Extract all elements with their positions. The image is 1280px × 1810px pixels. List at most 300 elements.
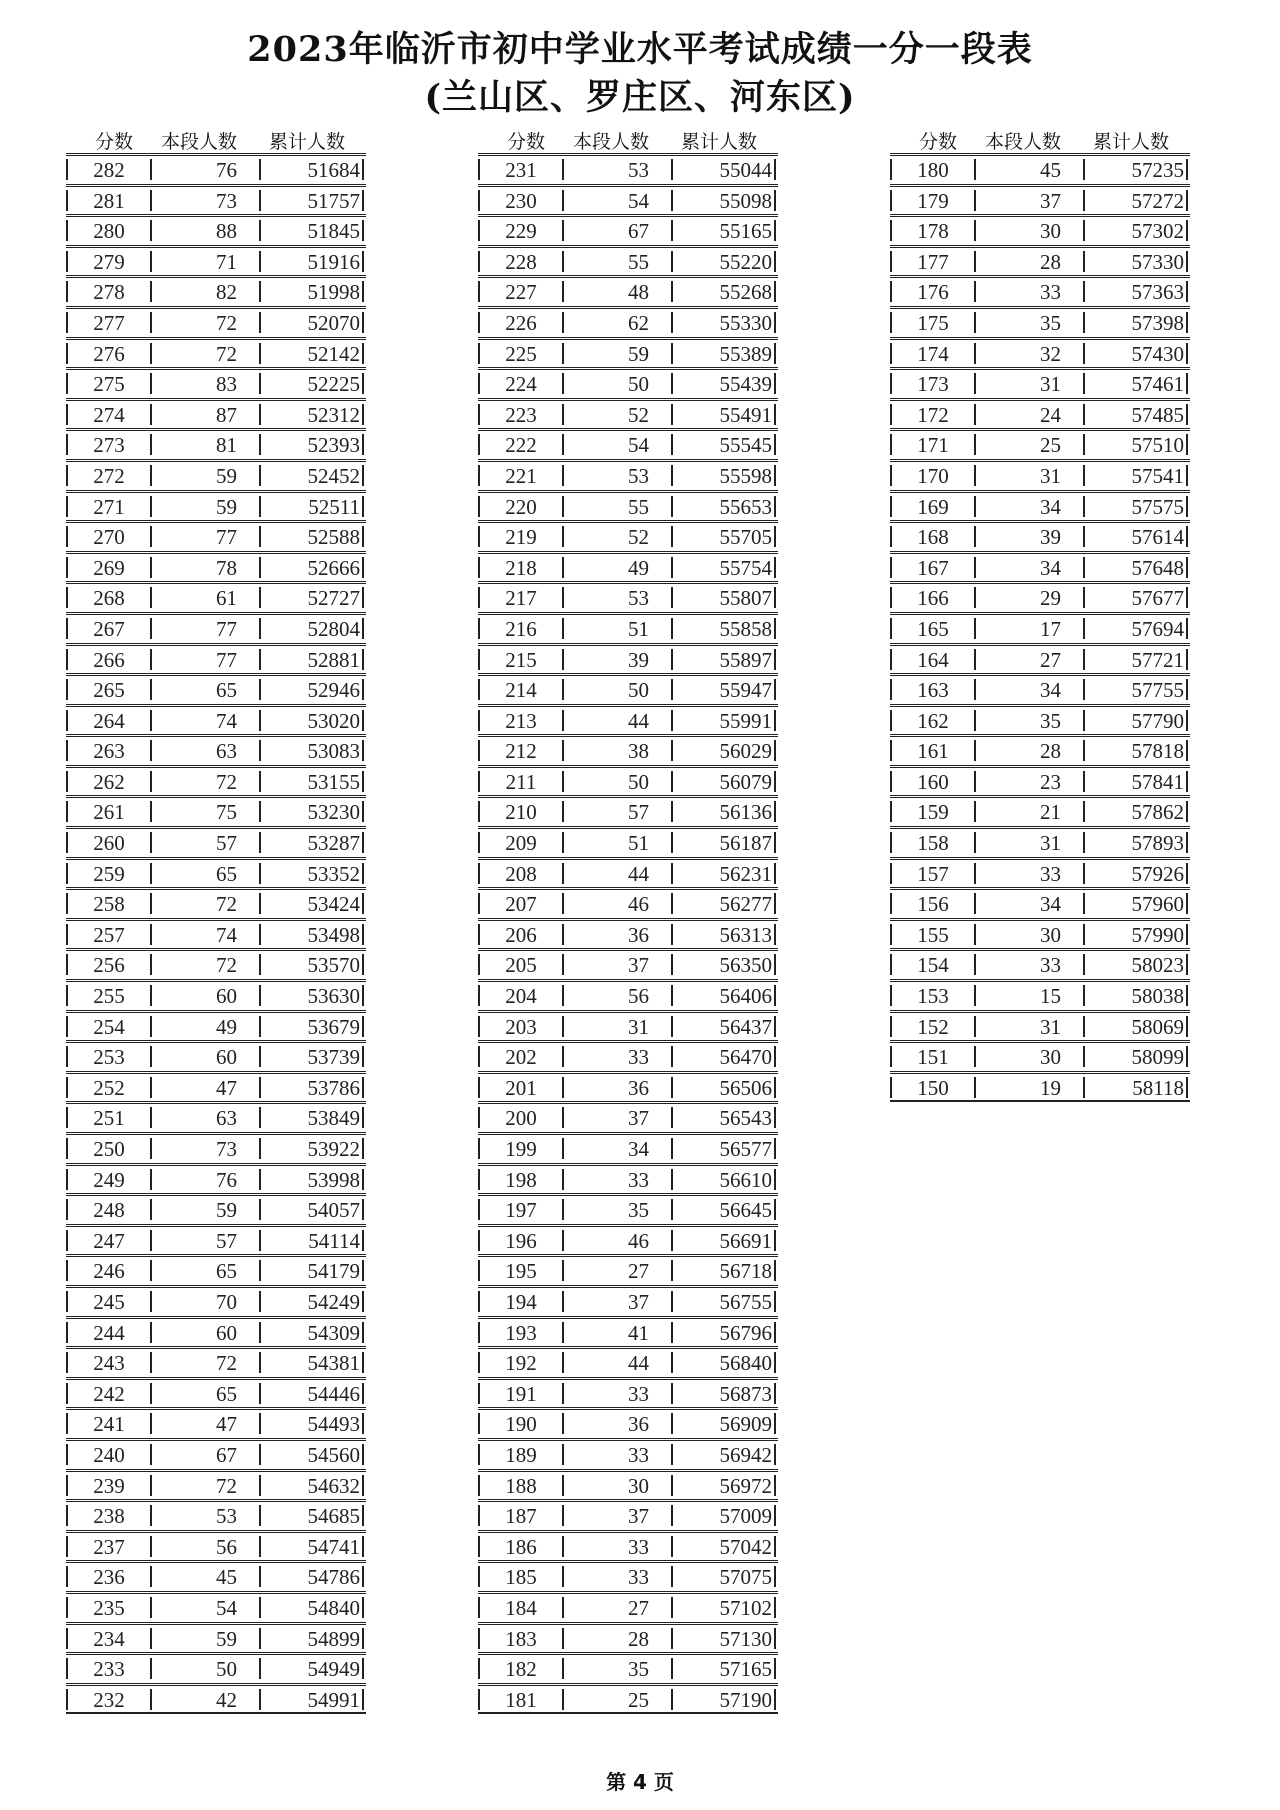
table-row xyxy=(478,1591,778,1621)
table-row xyxy=(66,1224,366,1254)
count-cell: 21 xyxy=(1040,800,1061,825)
table-row xyxy=(66,1652,366,1682)
cumulative-cell: 52881 xyxy=(307,647,360,672)
table-row xyxy=(890,643,1190,673)
table-row xyxy=(66,1346,366,1376)
cumulative-cell: 56796 xyxy=(719,1320,772,1345)
cumulative-cell: 55098 xyxy=(719,188,772,213)
count-cell: 60 xyxy=(216,1045,237,1070)
score-cell: 202 xyxy=(505,1045,537,1070)
table-row xyxy=(66,826,366,856)
cumulative-cell: 58118 xyxy=(1132,1075,1184,1100)
score-cell: 171 xyxy=(917,433,949,458)
cumulative-cell: 54493 xyxy=(307,1412,360,1437)
score-cell: 276 xyxy=(93,341,125,366)
cell-divider xyxy=(362,985,364,1006)
count-cell: 65 xyxy=(216,861,237,886)
score-cell: 249 xyxy=(93,1167,125,1192)
cell-divider xyxy=(774,1260,776,1281)
cell-divider xyxy=(774,587,776,608)
cell-divider xyxy=(1186,801,1188,822)
table-row xyxy=(66,1101,366,1131)
cumulative-cell: 56506 xyxy=(719,1075,772,1100)
score-cell: 175 xyxy=(917,310,949,335)
score-cell: 263 xyxy=(93,739,125,764)
score-cell: 254 xyxy=(93,1014,125,1039)
cell-divider xyxy=(362,740,364,761)
count-cell: 72 xyxy=(216,1473,237,1498)
score-cell: 174 xyxy=(917,341,949,366)
score-cell: 200 xyxy=(505,1106,537,1131)
cell-divider xyxy=(774,893,776,914)
score-cell: 166 xyxy=(917,586,949,611)
table-row xyxy=(66,673,366,703)
count-cell: 59 xyxy=(216,1198,237,1223)
cumulative-cell: 54741 xyxy=(307,1534,360,1559)
table-row xyxy=(890,1071,1190,1103)
cumulative-cell: 51757 xyxy=(307,188,360,213)
table-row xyxy=(890,214,1190,244)
score-cell: 238 xyxy=(93,1504,125,1529)
score-cell: 228 xyxy=(505,249,537,274)
cell-divider xyxy=(1186,710,1188,731)
table-row xyxy=(478,459,778,489)
cell-divider xyxy=(362,679,364,700)
count-cell: 74 xyxy=(216,708,237,733)
cumulative-cell: 57430 xyxy=(1131,341,1184,366)
cell-divider xyxy=(362,1260,364,1281)
table-row xyxy=(478,490,778,520)
table-row xyxy=(478,1193,778,1223)
cumulative-cell: 57862 xyxy=(1131,800,1184,825)
cell-divider xyxy=(362,557,364,578)
cell-divider xyxy=(774,190,776,211)
count-cell: 35 xyxy=(628,1198,649,1223)
count-cell: 41 xyxy=(628,1320,649,1345)
cumulative-cell: 54840 xyxy=(307,1595,360,1620)
cumulative-cell: 56577 xyxy=(719,1137,772,1161)
table-row xyxy=(66,1377,366,1407)
score-cell: 213 xyxy=(505,708,537,733)
table-row xyxy=(478,1285,778,1315)
score-cell: 267 xyxy=(93,616,125,641)
cumulative-cell: 56437 xyxy=(719,1014,772,1039)
count-cell: 31 xyxy=(1040,372,1061,397)
count-cell: 44 xyxy=(628,861,649,886)
score-cell: 193 xyxy=(505,1320,537,1345)
cell-divider xyxy=(774,220,776,241)
cell-divider xyxy=(774,1628,776,1649)
cell-divider xyxy=(362,281,364,302)
cell-divider xyxy=(1186,954,1188,975)
document-subtitle: (兰山区、罗庄区、河东区) xyxy=(424,77,856,118)
count-cell: 81 xyxy=(216,433,237,458)
score-cell: 168 xyxy=(917,525,949,550)
table-row xyxy=(890,857,1190,887)
table-row xyxy=(478,948,778,978)
score-header: 分数 xyxy=(95,131,134,153)
cumulative-cell: 53739 xyxy=(307,1045,360,1070)
cumulative-cell: 57461 xyxy=(1131,372,1184,397)
cell-divider xyxy=(774,312,776,333)
score-cell: 188 xyxy=(505,1473,537,1498)
cumulative-cell: 57541 xyxy=(1131,463,1184,488)
cumulative-cell: 54381 xyxy=(307,1351,360,1376)
cell-divider xyxy=(774,526,776,547)
score-cell: 177 xyxy=(917,249,949,274)
cell-divider xyxy=(1186,893,1188,914)
cell-divider xyxy=(774,618,776,639)
score-cell: 151 xyxy=(917,1045,949,1070)
count-cell: 72 xyxy=(216,341,237,366)
score-cell: 237 xyxy=(93,1534,125,1559)
table-row xyxy=(66,765,366,795)
table-row xyxy=(66,1132,366,1162)
score-cell: 247 xyxy=(93,1228,125,1253)
table-row xyxy=(478,704,778,734)
table-row xyxy=(66,948,366,978)
table-row xyxy=(478,245,778,275)
count-cell: 35 xyxy=(1040,708,1061,733)
score-cell: 255 xyxy=(93,984,125,1009)
cell-divider xyxy=(774,1658,776,1679)
count-cell: 46 xyxy=(628,1228,649,1253)
cumulative-cell: 58069 xyxy=(1131,1014,1184,1039)
cell-divider xyxy=(774,1230,776,1251)
score-cell: 270 xyxy=(93,525,125,550)
cell-divider xyxy=(1186,343,1188,364)
cumulative-cell: 53498 xyxy=(307,922,360,947)
cell-divider xyxy=(362,190,364,211)
count-cell: 72 xyxy=(216,310,237,335)
count-cell: 31 xyxy=(1040,1014,1061,1039)
table-row xyxy=(890,612,1190,642)
score-cell: 192 xyxy=(505,1351,537,1376)
cumulative-cell: 57363 xyxy=(1131,280,1184,305)
cell-divider xyxy=(362,526,364,547)
table-row xyxy=(66,1438,366,1468)
count-cell: 72 xyxy=(216,1351,237,1376)
cell-divider xyxy=(362,373,364,394)
table-row xyxy=(66,1071,366,1101)
cell-divider xyxy=(774,832,776,853)
count-cell: 73 xyxy=(216,188,237,213)
cumulative-cell: 54685 xyxy=(307,1504,360,1529)
table-row xyxy=(66,1469,366,1499)
count-cell: 73 xyxy=(216,1137,237,1161)
cumulative-cell: 57075 xyxy=(719,1565,772,1590)
table-row xyxy=(66,337,366,367)
count-cell: 49 xyxy=(216,1014,237,1039)
table-row xyxy=(66,1591,366,1621)
score-cell: 273 xyxy=(93,433,125,458)
count-cell: 31 xyxy=(1040,463,1061,488)
cell-divider xyxy=(774,1107,776,1128)
table-row xyxy=(478,643,778,673)
table-row xyxy=(890,918,1190,948)
cumulative-cell: 56972 xyxy=(719,1473,772,1498)
count-cell: 59 xyxy=(216,1626,237,1651)
score-cell: 251 xyxy=(93,1106,125,1131)
cumulative-cell: 56873 xyxy=(719,1381,772,1406)
count-cell: 34 xyxy=(1040,678,1061,703)
score-cell: 196 xyxy=(505,1228,537,1253)
cumulative-cell: 53230 xyxy=(307,800,360,825)
table-row xyxy=(478,979,778,1009)
score-cell: 269 xyxy=(93,555,125,580)
table-row xyxy=(66,153,366,183)
table-header xyxy=(890,124,1190,152)
table-row xyxy=(890,948,1190,978)
table-row xyxy=(478,795,778,825)
count-cell: 36 xyxy=(628,1412,649,1437)
cumulative-header: 累计人数 xyxy=(1093,131,1170,153)
count-cell: 36 xyxy=(628,922,649,947)
cell-divider xyxy=(774,496,776,517)
table-row xyxy=(478,337,778,367)
cell-divider xyxy=(774,924,776,945)
cell-divider xyxy=(774,1291,776,1312)
score-cell: 157 xyxy=(917,861,949,886)
table-row xyxy=(890,428,1190,458)
count-cell: 33 xyxy=(628,1167,649,1192)
score-cell: 195 xyxy=(505,1259,537,1284)
cumulative-cell: 53020 xyxy=(307,708,360,733)
score-cell: 226 xyxy=(505,310,537,335)
count-cell: 59 xyxy=(216,463,237,488)
table-header xyxy=(478,124,778,152)
page-number: 第 4 页 xyxy=(606,1770,674,1794)
cell-divider xyxy=(362,1199,364,1220)
table-row xyxy=(66,795,366,825)
cumulative-cell: 51845 xyxy=(307,219,360,244)
count-cell: 47 xyxy=(216,1412,237,1437)
table-row xyxy=(66,490,366,520)
count-cell: 37 xyxy=(628,1504,649,1529)
score-cell: 231 xyxy=(505,158,537,182)
score-cell: 208 xyxy=(505,861,537,886)
cell-divider xyxy=(362,1352,364,1373)
score-cell: 176 xyxy=(917,280,949,305)
cumulative-header: 累计人数 xyxy=(681,131,758,153)
score-cell: 185 xyxy=(505,1565,537,1590)
score-cell: 197 xyxy=(505,1198,537,1223)
count-cell: 72 xyxy=(216,953,237,978)
table-row xyxy=(478,612,778,642)
score-cell: 164 xyxy=(917,647,949,672)
score-cell: 160 xyxy=(917,769,949,794)
table-row xyxy=(478,1652,778,1682)
document-title: 2023年临沂市初中学业水平考试成绩一分一段表 xyxy=(247,29,1033,70)
count-cell: 72 xyxy=(216,892,237,917)
table-row xyxy=(478,153,778,183)
cell-divider xyxy=(774,1413,776,1434)
score-cell: 152 xyxy=(917,1014,949,1039)
table-row xyxy=(478,398,778,428)
cell-divider xyxy=(774,1138,776,1159)
score-cell: 234 xyxy=(93,1626,125,1651)
cumulative-cell: 57990 xyxy=(1131,922,1184,947)
score-cell: 181 xyxy=(505,1687,537,1712)
count-cell: 70 xyxy=(216,1289,237,1314)
cell-divider xyxy=(774,1566,776,1587)
count-cell: 56 xyxy=(216,1534,237,1559)
score-cell: 264 xyxy=(93,708,125,733)
cell-divider xyxy=(362,1658,364,1679)
cell-divider xyxy=(774,1383,776,1404)
table-row xyxy=(66,581,366,611)
cumulative-cell: 53922 xyxy=(307,1137,360,1161)
cell-divider xyxy=(774,1444,776,1465)
cell-divider xyxy=(1186,465,1188,486)
cumulative-cell: 57677 xyxy=(1131,586,1184,611)
cell-divider xyxy=(362,710,364,731)
cumulative-cell: 56610 xyxy=(719,1167,772,1192)
score-cell: 183 xyxy=(505,1626,537,1651)
score-cell: 280 xyxy=(93,219,125,244)
count-cell: 74 xyxy=(216,922,237,947)
cell-divider xyxy=(362,496,364,517)
table-row xyxy=(890,551,1190,581)
score-cell: 272 xyxy=(93,463,125,488)
table-row xyxy=(66,1285,366,1315)
count-cell: 88 xyxy=(216,219,237,244)
cumulative-cell: 53630 xyxy=(307,984,360,1009)
count-cell: 37 xyxy=(628,953,649,978)
score-cell: 260 xyxy=(93,831,125,856)
cumulative-cell: 55807 xyxy=(719,586,772,611)
cumulative-cell: 55491 xyxy=(719,402,772,427)
cumulative-cell: 52312 xyxy=(307,402,360,427)
count-cell: 28 xyxy=(1040,739,1061,764)
cell-divider xyxy=(1186,190,1188,211)
cumulative-cell: 56029 xyxy=(719,739,772,764)
cell-divider xyxy=(774,985,776,1006)
cumulative-cell: 55598 xyxy=(719,463,772,488)
score-table-1 xyxy=(66,124,366,1714)
cumulative-cell: 52588 xyxy=(307,525,360,550)
count-cell: 63 xyxy=(216,1106,237,1131)
score-cell: 278 xyxy=(93,280,125,305)
cell-divider xyxy=(362,1689,364,1710)
count-cell: 36 xyxy=(628,1075,649,1100)
table-row xyxy=(478,1316,778,1346)
table-row xyxy=(66,1254,366,1284)
count-cell: 55 xyxy=(628,494,649,519)
count-cell: 57 xyxy=(216,831,237,856)
cell-divider xyxy=(1186,526,1188,547)
table-row xyxy=(66,704,366,734)
cumulative-cell: 53155 xyxy=(307,769,360,794)
cumulative-cell: 57893 xyxy=(1131,831,1184,856)
score-cell: 275 xyxy=(93,372,125,397)
count-cell: 33 xyxy=(628,1442,649,1467)
table-row xyxy=(478,1530,778,1560)
cumulative-cell: 57042 xyxy=(719,1534,772,1559)
count-cell: 78 xyxy=(216,555,237,580)
count-cell: 37 xyxy=(628,1289,649,1314)
table-row xyxy=(478,1622,778,1652)
score-cell: 277 xyxy=(93,310,125,335)
cell-divider xyxy=(1186,434,1188,455)
count-cell: 63 xyxy=(216,739,237,764)
cumulative-cell: 54179 xyxy=(307,1259,360,1284)
cell-divider xyxy=(774,679,776,700)
cell-divider xyxy=(362,924,364,945)
cumulative-cell: 53998 xyxy=(307,1167,360,1192)
cumulative-cell: 57841 xyxy=(1131,769,1184,794)
count-cell: 53 xyxy=(628,586,649,611)
count-cell: 33 xyxy=(1040,861,1061,886)
table-row xyxy=(66,367,366,397)
count-cell: 60 xyxy=(216,984,237,1009)
score-cell: 282 xyxy=(93,158,125,182)
cell-divider xyxy=(362,649,364,670)
count-cell: 47 xyxy=(216,1075,237,1100)
cell-divider xyxy=(774,465,776,486)
score-cell: 262 xyxy=(93,769,125,794)
cell-divider xyxy=(1186,1016,1188,1037)
count-cell: 53 xyxy=(216,1504,237,1529)
table-row xyxy=(66,245,366,275)
table-row xyxy=(478,581,778,611)
cell-divider xyxy=(362,1138,364,1159)
cumulative-cell: 53679 xyxy=(307,1014,360,1039)
score-cell: 258 xyxy=(93,892,125,917)
cumulative-cell: 56909 xyxy=(719,1412,772,1437)
cumulative-cell: 55545 xyxy=(719,433,772,458)
score-cell: 205 xyxy=(505,953,537,978)
cumulative-cell: 57130 xyxy=(719,1626,772,1651)
table-row xyxy=(478,1101,778,1131)
count-cell: 19 xyxy=(1040,1075,1061,1100)
cell-divider xyxy=(362,404,364,425)
count-cell: 39 xyxy=(628,647,649,672)
score-cell: 227 xyxy=(505,280,537,305)
cell-divider xyxy=(1186,373,1188,394)
cell-divider xyxy=(362,1444,364,1465)
cell-divider xyxy=(1186,312,1188,333)
count-cell: 50 xyxy=(628,372,649,397)
score-cell: 201 xyxy=(505,1075,537,1100)
cell-divider xyxy=(774,863,776,884)
cumulative-cell: 57398 xyxy=(1131,310,1184,335)
count-cell: 17 xyxy=(1040,616,1061,641)
table-row xyxy=(890,367,1190,397)
cell-divider xyxy=(1186,404,1188,425)
score-cell: 198 xyxy=(505,1167,537,1192)
table-row xyxy=(478,1438,778,1468)
count-cell: 76 xyxy=(216,158,237,182)
score-cell: 241 xyxy=(93,1412,125,1437)
count-cell: 45 xyxy=(216,1565,237,1590)
cell-divider xyxy=(362,1566,364,1587)
table-row xyxy=(478,1377,778,1407)
score-cell: 150 xyxy=(917,1075,949,1100)
cell-divider xyxy=(362,1628,364,1649)
count-cell: 35 xyxy=(1040,310,1061,335)
cell-divider xyxy=(362,1322,364,1343)
table-row xyxy=(890,520,1190,550)
score-cell: 252 xyxy=(93,1075,125,1100)
count-cell: 77 xyxy=(216,647,237,672)
table-row xyxy=(890,704,1190,734)
count-cell: 49 xyxy=(628,555,649,580)
count-cell: 33 xyxy=(628,1565,649,1590)
cumulative-cell: 54632 xyxy=(307,1473,360,1498)
cell-divider xyxy=(774,1597,776,1618)
score-cell: 274 xyxy=(93,402,125,427)
